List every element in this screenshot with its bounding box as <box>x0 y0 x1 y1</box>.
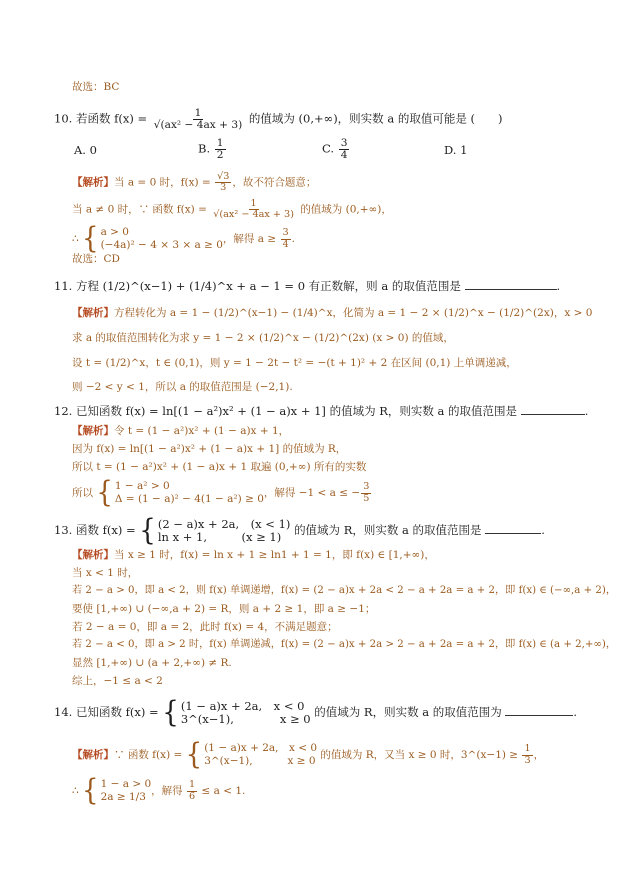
q12-solution-line-4: 所以 { 1 − a² > 0 Δ = (1 − a)² − 4(1 − a²) ≥ 0 ，解得 −1 < a ≤ − $\frac{3}{5}$ <box>72 476 370 510</box>
q13-solution-line-4: 要使 [1,+∞) ∪ (−∞,a + 2) = R，则 a + 2 ≥ 1，即 a ≥ −1； <box>72 603 376 615</box>
q10-fraction: $\frac{1}{\text{√(ax² − 4ax + 3)}}$ <box>153 107 243 132</box>
q14-answer-blank[interactable] <box>505 715 573 716</box>
q10-stem-pre: 若函数 f(x) = <box>75 111 148 126</box>
prev-answer: 故选：BC <box>72 81 120 93</box>
q10-option-d: D. 1 <box>444 143 468 157</box>
q13-solution-line-8: 综上，−1 ≤ a < 2 <box>72 675 163 687</box>
q14-stem: 14. 已知函数 f(x) = { (1 − a)x + 2a, x < 0 3^(x−1), x ≥ 0 的值域为 R，则实数 a 的取值范围为 . <box>54 696 578 730</box>
q11-solution-line-4: 则 −2 < y < 1，所以 a 的取值范围是 (−2,1). <box>72 381 293 393</box>
q12-solution-line-3: 所以 t = (1 − a²)x² + (1 − a)x + 1 取遍 (0,+∞) 所有的实数 <box>72 461 367 473</box>
q13-solution-line-6: 若 2 − a < 0，即 a > 2 时，f(x) 单调递减，f(x) = (2 − a)x + 2a > 2 − a + 2a = a + 2，即 f(x) ∈ (a + 2,+∞)， <box>72 639 617 650</box>
q13-stem: 13. 函数 f(x) = { (2 − a)x + 2a, (x < 1) ln x + 1, (x ≥ 1) 的值域为 R，则实数 a 的取值范围是 . <box>54 514 545 548</box>
q10-solution-line-1: 【解析】当 a = 0 时，f(x) = $\frac{√3}{3}$ ，故不符合题意； <box>72 171 317 194</box>
q10-solution-line-2: 当 a ≠ 0 时，∵ 函数 f(x) = $\frac{1}{\text{√(ax² − 4ax + 3)}}$ 的值域为 (0,+∞)， <box>72 198 392 221</box>
q10-number: 10. <box>54 111 73 126</box>
q13-solution-line-2: 当 x < 1 时， <box>72 567 139 579</box>
q11-solution-line-1: 【解析】方程转化为 a = 1 − (1/2)^(x−1) − (1/4)^x，化简为 a = 1 − 2 × (1/2)^x − (1/2)^(2x)，x > 0 <box>72 307 593 319</box>
q13-solution-line-3: 若 2 − a > 0，即 a < 2，则 f(x) 单调递增，f(x) = (2 − a)x + 2a < 2 − a + 2a = a + 2，即 f(x) ∈ (−∞,a + 2)， <box>72 585 617 596</box>
q10-answer: 故选：CD <box>72 253 120 265</box>
q10-stem-post: 的值域为 (0,+∞)，则实数 a 的取值可能是 ( ) <box>248 111 503 126</box>
q10-option-a: A. 0 <box>74 143 97 157</box>
q13-answer-blank[interactable] <box>485 533 541 534</box>
q11-answer-blank[interactable] <box>465 289 557 290</box>
q14-solution-line-1: 【解析】∵ 函数 f(x) = { (1 − a)x + 2a, x < 0 3^(x−1), x ≥ 0 的值域为 R，又当 x ≥ 0 时，3^(x−1) ≥ $\frac{1}{3}$ ， <box>72 738 545 772</box>
q10-option-c: C. $\frac{3}{4}$ <box>322 137 348 162</box>
q14-solution-line-2: ∴ { 1 − a > 0 2a ≥ 1/3 ，解得 $\frac{1}{6}$ ≤ a < 1. <box>72 774 246 808</box>
q11-stem: 11. 方程 (1/2)^(x−1) + (1/4)^x + a − 1 = 0 有正数解，则 a 的取值范围是 . <box>54 279 561 293</box>
q10-stem <box>54 108 502 131</box>
q12-stem: 12. 已知函数 f(x) = ln[(1 − a²)x² + (1 − a)x + 1] 的值域为 R，则实数 a 的取值范围是 . <box>54 404 589 418</box>
q10-solution-line-3: ∴ { a > 0 (−4a)² − 4 × 3 × a ≥ 0 ，解得 a ≥ $\frac{3}{4}$ . <box>72 222 295 256</box>
q11-solution-line-3: 设 t = (1/2)^x，t ∈ (0,1)，则 y = 1 − 2t − t² = −(t + 1)² + 2 在区间 (0,1) 上单调递减， <box>72 357 517 369</box>
q12-solution-line-2: 因为 f(x) = ln[(1 − a²)x² + (1 − a)x + 1] 的值域为 R， <box>72 443 347 455</box>
solution-tag: 【解析】 <box>72 176 114 189</box>
q11-solution-line-2: 求 a 的取值范围转化为求 y = 1 − 2 × (1/2)^x − (1/2)^(2x) (x > 0) 的值域， <box>72 332 454 344</box>
q13-solution-line-5: 若 2 − a = 0，即 a = 2，此时 f(x) = 4，不满足题意； <box>72 621 338 633</box>
q12-solution-line-1: 【解析】令 t = (1 − a²)x² + (1 − a)x + 1， <box>72 425 290 437</box>
q10-option-b: B. $\frac{1}{2}$ <box>198 137 224 162</box>
q13-solution-line-1: 【解析】当 x ≥ 1 时，f(x) = ln x + 1 ≥ ln1 + 1 = 1，即 f(x) ∈ [1,+∞)， <box>72 549 435 561</box>
q12-answer-blank[interactable] <box>521 414 585 415</box>
q13-solution-line-7: 显然 [1,+∞) ∪ (a + 2,+∞) ≠ R. <box>72 657 232 669</box>
